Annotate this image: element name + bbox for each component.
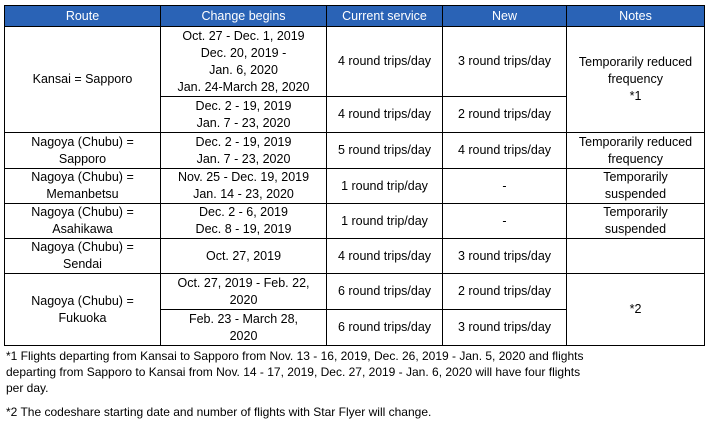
table-row [5,133,705,169]
flight-schedule-table [4,5,705,346]
current-service-cell: 4 round trips/day [327,27,443,97]
header-current-service: Current service [327,6,443,27]
current-service-cell: 5 round trips/day [327,133,443,169]
notes-cell: Temporarily reduced frequency *1 [567,27,705,133]
current-service-cell: 6 round trips/day [327,310,443,346]
table-header-row [5,6,705,27]
route-cell: Nagoya (Chubu) = Fukuoka [5,274,161,346]
header-new: New [443,6,567,27]
notes-cell [567,239,705,274]
current-service-cell: 4 round trips/day [327,97,443,133]
current-service-cell: 6 round trips/day [327,274,443,310]
new-service-cell: 3 round trips/day [443,239,567,274]
current-service-cell: 4 round trips/day [327,239,443,274]
new-service-cell: - [443,204,567,239]
change-begins-cell: Feb. 23 - March 28, 2020 [161,310,327,346]
new-service-cell: 3 round trips/day [443,310,567,346]
route-cell: Kansai = Sapporo [5,27,161,133]
notes-cell: Temporarily suspended [567,169,705,204]
route-cell: Nagoya (Chubu) = Memanbetsu [5,169,161,204]
header-route: Route [5,6,161,27]
change-begins-cell: Oct. 27, 2019 [161,239,327,274]
new-service-cell: 2 round trips/day [443,97,567,133]
footnote-2: *2 The codeshare starting date and number of flights with Star Flyer will change. [6,405,432,419]
new-service-cell: 4 round trips/day [443,133,567,169]
table-row [5,239,705,274]
route-cell: Nagoya (Chubu) = Sapporo [5,133,161,169]
route-cell: Nagoya (Chubu) = Sendai [5,239,161,274]
route-cell: Nagoya (Chubu) = Asahikawa [5,204,161,239]
new-service-cell: 3 round trips/day [443,27,567,97]
header-notes: Notes [567,6,705,27]
current-service-cell: 1 round trip/day [327,204,443,239]
change-begins-cell: Dec. 2 - 19, 2019 Jan. 7 - 23, 2020 [161,97,327,133]
change-begins-cell: Oct. 27 - Dec. 1, 2019 Dec. 20, 2019 - Jan. 6, 2020 Jan. 24-March 28, 2020 [161,27,327,97]
footnote-1: *1 Flights departing from Kansai to Sapporo from Nov. 13 - 16, 2019, Dec. 26, 2019 - Jan. 5, 2020 and flights departing from Sapporo to Kansai from Nov. 14 - 17, 2019, Dec. 27, 2019 - Jan. 6, 2020 will have four flights per day. [6,349,584,395]
change-begins-cell: Dec. 2 - 6, 2019 Dec. 8 - 19, 2019 [161,204,327,239]
change-begins-cell: Dec. 2 - 19, 2019 Jan. 7 - 23, 2020 [161,133,327,169]
notes-cell: Temporarily suspended [567,204,705,239]
table-row [5,274,705,310]
notes-cell: Temporarily reduced frequency [567,133,705,169]
new-service-cell: - [443,169,567,204]
change-begins-cell: Oct. 27, 2019 - Feb. 22, 2020 [161,274,327,310]
table-row [5,27,705,97]
notes-cell: *2 [567,274,705,346]
current-service-cell: 1 round trip/day [327,169,443,204]
new-service-cell: 2 round trips/day [443,274,567,310]
header-change-begins: Change begins [161,6,327,27]
change-begins-cell: Nov. 25 - Dec. 19, 2019 Jan. 14 - 23, 2020 [161,169,327,204]
table-row [5,204,705,239]
table-row [5,169,705,204]
